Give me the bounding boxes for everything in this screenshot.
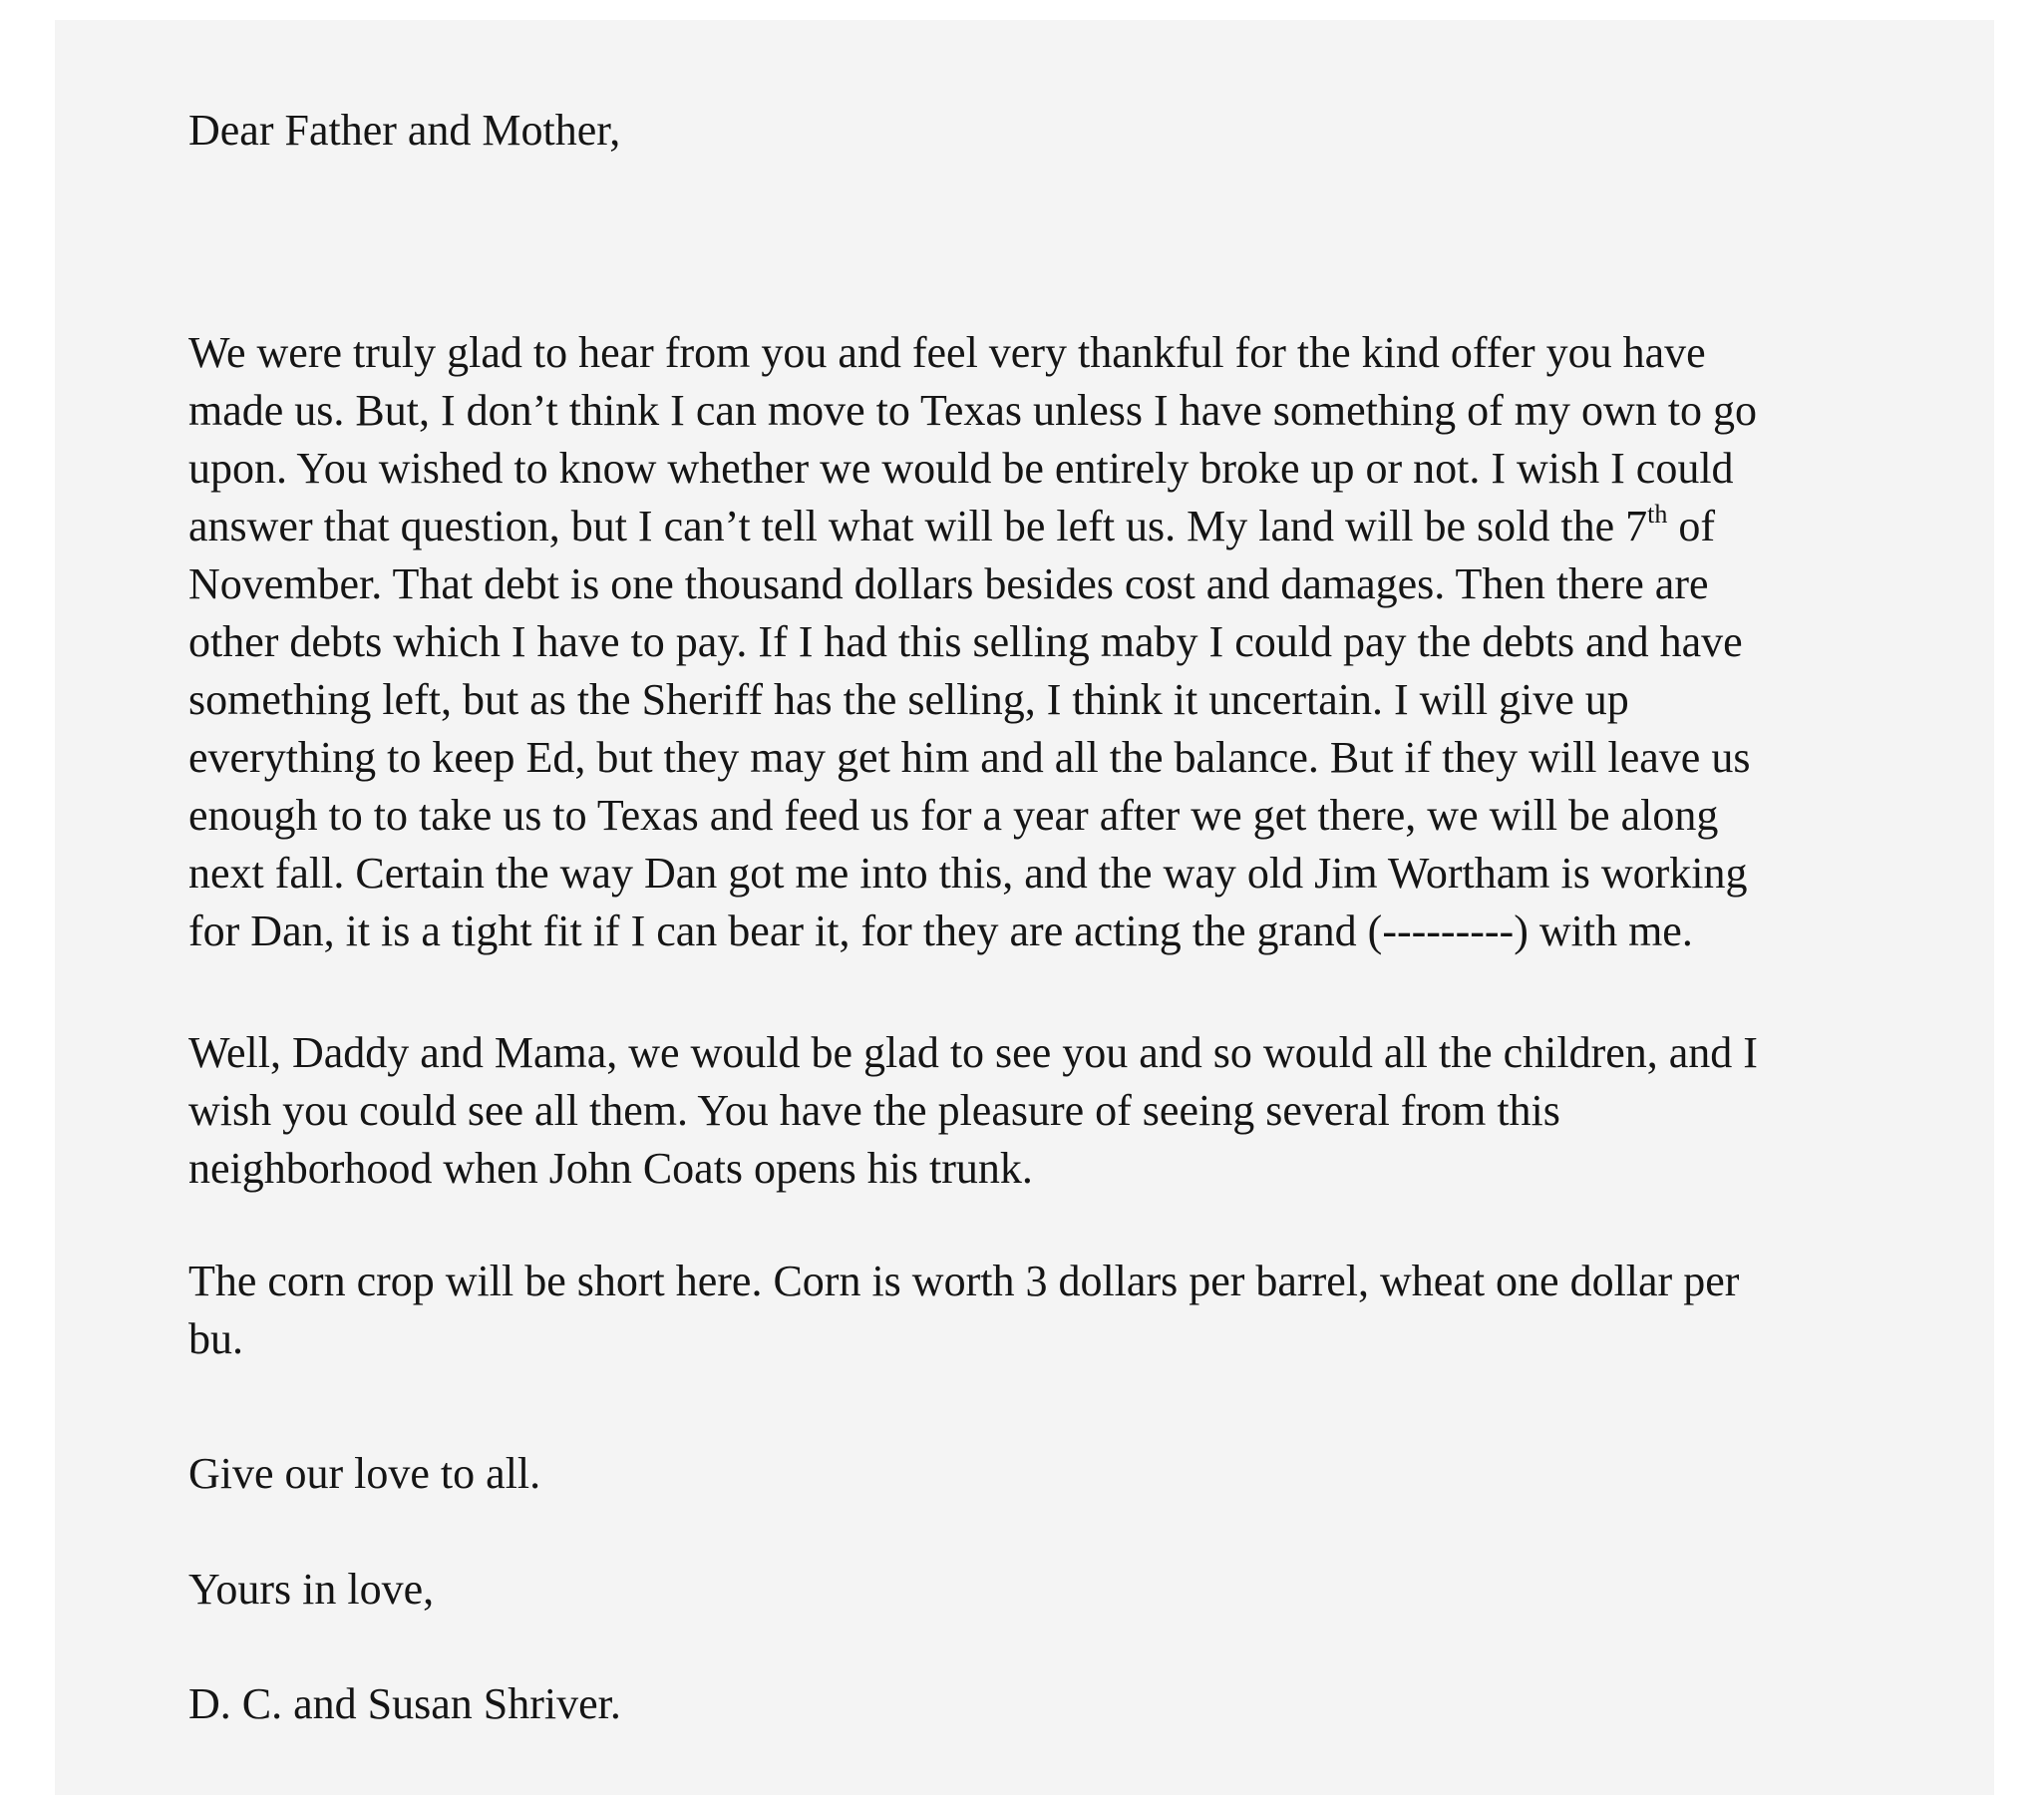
valediction: Yours in love, <box>188 1565 435 1614</box>
paragraph-1-line: for Dan, it is a tight fit if I can bear it, for they are acting the grand (---------) with me. <box>188 907 1693 955</box>
signature: D. C. and Susan Shriver. <box>188 1679 621 1728</box>
line-text: answer that question, but I can’t tell what will be left us. My land will be sold the 7 <box>188 502 1648 550</box>
paragraph-2-line: Well, Daddy and Mama, we would be glad to see you and so would all the children, and I <box>188 1028 1758 1077</box>
paragraph-1-line <box>188 498 1757 555</box>
salutation: Dear Father and Mother, <box>188 106 621 155</box>
paragraph-3-line: The corn crop will be short here. Corn is worth 3 dollars per barrel, wheat one dollar per <box>188 1257 1740 1305</box>
paragraph-1-line: upon. You wished to know whether we would be entirely broke up or not. I wish I could <box>188 444 1734 493</box>
paragraph-1-line: other debts which I have to pay. If I had this selling maby I could pay the debts and have <box>188 617 1743 666</box>
paragraph-1-line: everything to keep Ed, but they may get him and all the balance. But if they will leave us <box>188 733 1751 782</box>
paragraph-2 <box>188 1024 1758 1198</box>
paragraph-1-line: next fall. Certain the way Dan got me into this, and the way old Jim Wortham is working <box>188 849 1748 898</box>
ordinal-suffix: th <box>1647 500 1668 529</box>
line-text: of <box>1667 502 1716 550</box>
paragraph-1-line: enough to to take us to Texas and feed us for a year after we get there, we will be along <box>188 791 1719 840</box>
closing-line: Give our love to all. <box>188 1449 541 1498</box>
paragraph-2-line: neighborhood when John Coats opens his trunk. <box>188 1144 1033 1193</box>
paragraph-1-line: made us. But, I don’t think I can move to Texas unless I have something of my own to go <box>188 386 1757 435</box>
paragraph-1-line: November. That debt is one thousand dollars besides cost and damages. Then there are <box>188 559 1709 608</box>
paragraph-2-line: wish you could see all them. You have the pleasure of seeing several from this <box>188 1086 1560 1135</box>
paragraph-3 <box>188 1253 1739 1368</box>
paragraph-3-line: bu. <box>188 1314 243 1363</box>
letter-page <box>55 20 1994 1795</box>
paragraph-1-line: something left, but as the Sheriff has the selling, I think it uncertain. I will give up <box>188 675 1629 724</box>
paragraph-1 <box>188 324 1757 960</box>
paragraph-1-line: We were truly glad to hear from you and feel very thankful for the kind offer you have <box>188 328 1706 377</box>
